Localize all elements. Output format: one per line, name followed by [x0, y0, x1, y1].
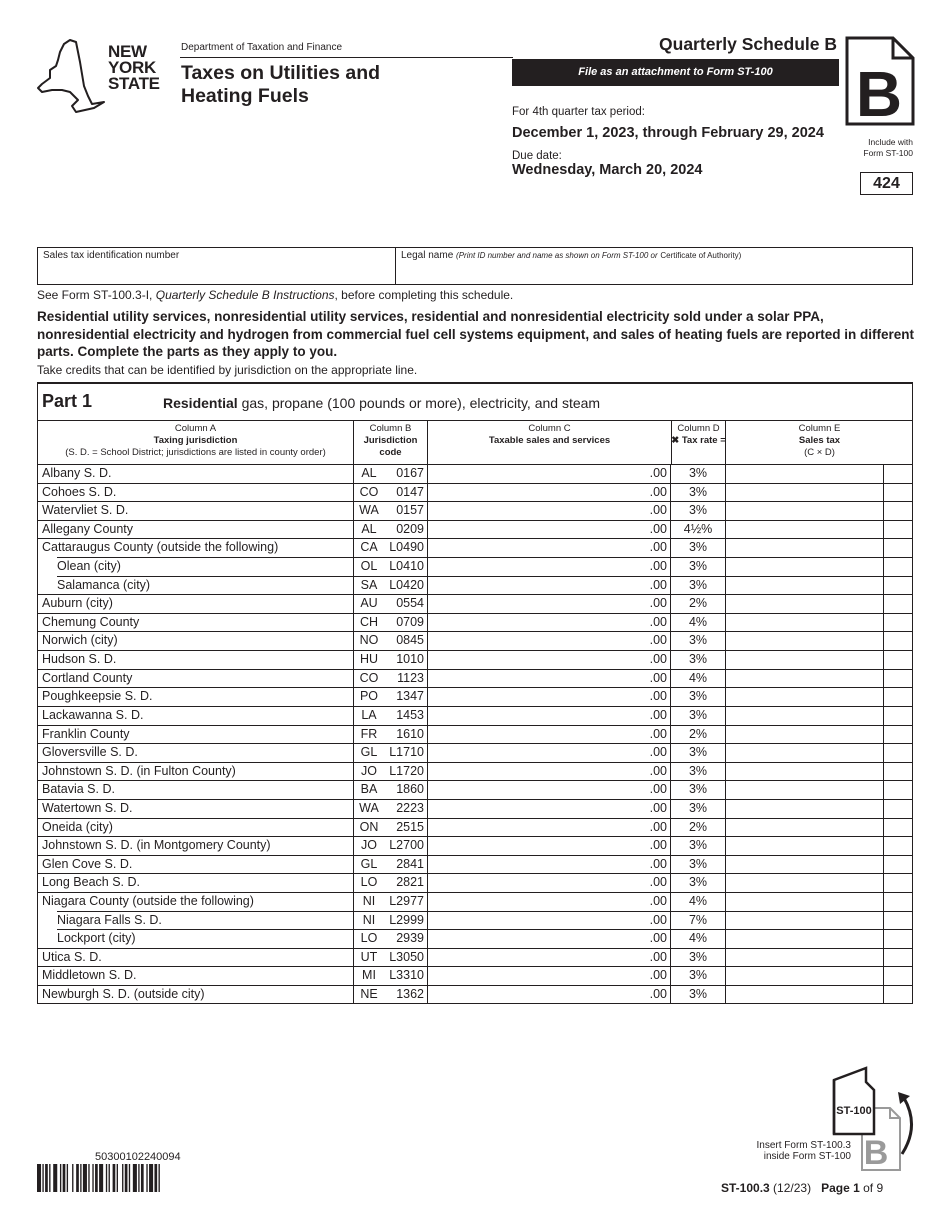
sales-tax-cents-input[interactable] [884, 687, 912, 706]
tax-rate: 3% [671, 557, 726, 576]
table-row [38, 613, 912, 632]
jurisdiction-code: CA L0490 [354, 538, 428, 557]
sales-tax-dollars-input[interactable] [726, 743, 884, 762]
due-date-value: Wednesday, March 20, 2024 [512, 162, 703, 178]
sales-tax-dollars-input[interactable] [726, 631, 884, 650]
table-row [38, 520, 912, 539]
sales-tax-cents-input[interactable] [884, 594, 912, 613]
table-row [38, 780, 912, 799]
sales-tax-cents-input[interactable] [884, 762, 912, 781]
taxable-sales-input[interactable]: .00 [428, 706, 671, 725]
sales-tax-dollars-input[interactable] [726, 762, 884, 781]
table-row [38, 594, 912, 613]
taxable-sales-input[interactable]: .00 [428, 892, 671, 911]
sales-tax-cents-input[interactable] [884, 557, 912, 576]
jurisdiction-code: BA 1860 [354, 780, 428, 799]
barcode [37, 1164, 249, 1192]
schedule-title: Quarterly Schedule B [659, 34, 837, 54]
taxable-sales-input[interactable]: .00 [428, 650, 671, 669]
jurisdiction-code: NI L2977 [354, 892, 428, 911]
jurisdiction-code: NE 1362 [354, 985, 428, 1003]
table-row [38, 576, 912, 595]
jurisdiction-code: AU 0554 [354, 594, 428, 613]
sales-tax-cents-input[interactable] [884, 929, 912, 948]
table-row [38, 464, 912, 483]
column-e-header: Column E Sales tax (C × D) [798, 423, 841, 458]
sales-tax-cents-input[interactable] [884, 464, 912, 483]
sales-tax-cents-input[interactable] [884, 576, 912, 595]
jurisdiction-name: Cattaraugus County (outside the following) [38, 538, 354, 557]
table-row [38, 669, 912, 688]
column-b-header: Column B Jurisdiction code [354, 421, 428, 465]
tax-rate: 3% [671, 687, 726, 706]
jurisdiction-name: Glen Cove S. D. [38, 855, 354, 874]
table-row [38, 929, 912, 948]
taxpayer-id-box [37, 247, 913, 285]
jurisdiction-name: Lackawanna S. D. [38, 706, 354, 725]
taxable-sales-input[interactable]: .00 [428, 594, 671, 613]
tax-rate: 4½% [671, 520, 726, 539]
sales-tax-dollars-input[interactable] [726, 799, 884, 818]
table-row [38, 948, 912, 967]
jurisdiction-name: Long Beach S. D. [38, 873, 354, 892]
form-id-footer: ST-100.3 (12/23) Page 1 of 9 [721, 1181, 884, 1195]
tax-rate: 3% [671, 780, 726, 799]
nys-logo [36, 36, 166, 114]
jurisdiction-rows [38, 464, 912, 1004]
legal-name-field[interactable]: Legal name (Print ID number and name as shown on Form ST-100 or Certificate of Authority) [401, 250, 742, 261]
tax-rate: 3% [671, 650, 726, 669]
sales-tax-cents-input[interactable] [884, 780, 912, 799]
sales-tax-dollars-input[interactable] [726, 576, 884, 595]
jurisdiction-name: Gloversville S. D. [38, 743, 354, 762]
jurisdiction-name: Auburn (city) [38, 594, 354, 613]
sales-tax-cents-input[interactable] [884, 743, 912, 762]
taxable-sales-input[interactable]: .00 [428, 687, 671, 706]
table-row [38, 836, 912, 855]
sales-tax-dollars-input[interactable] [726, 464, 884, 483]
sales-tax-dollars-input[interactable] [726, 929, 884, 948]
table-row [38, 501, 912, 520]
jurisdiction-name: Hudson S. D. [38, 650, 354, 669]
sales-tax-cents-input[interactable] [884, 985, 912, 1003]
tax-rate: 3% [671, 836, 726, 855]
tax-rate: 3% [671, 631, 726, 650]
jurisdiction-code: FR 1610 [354, 725, 428, 744]
table-row [38, 650, 912, 669]
tax-rate: 4% [671, 613, 726, 632]
jurisdiction-code: HU 1010 [354, 650, 428, 669]
taxable-sales-input[interactable]: .00 [428, 576, 671, 595]
file-attachment-banner: File as an attachment to Form ST-100 [512, 59, 839, 86]
jurisdiction-code: WA 0157 [354, 501, 428, 520]
jurisdiction-code: GL 2841 [354, 855, 428, 874]
jurisdiction-code: LO 2939 [354, 929, 428, 948]
sales-tax-dollars-input[interactable] [726, 483, 884, 502]
jurisdiction-code: NI L2999 [354, 911, 428, 930]
taxable-sales-input[interactable]: .00 [428, 631, 671, 650]
taxable-sales-input[interactable]: .00 [428, 520, 671, 539]
tax-rate: 7% [671, 911, 726, 930]
sales-tax-dollars-input[interactable] [726, 966, 884, 985]
tax-rate: 3% [671, 855, 726, 874]
table-row [38, 799, 912, 818]
taxable-sales-input[interactable]: .00 [428, 557, 671, 576]
tax-rate: 3% [671, 538, 726, 557]
sales-tax-dollars-input[interactable] [726, 873, 884, 892]
jurisdiction-name: Middletown S. D. [38, 966, 354, 985]
jurisdiction-name: Watertown S. D. [38, 799, 354, 818]
jurisdiction-code: JO L2700 [354, 836, 428, 855]
sales-tax-cents-input[interactable] [884, 892, 912, 911]
table-row [38, 762, 912, 781]
jurisdiction-name: Cohoes S. D. [38, 483, 354, 502]
insert-note: Insert Form ST-100.3 inside Form ST-100 [756, 1140, 851, 1162]
sales-tax-cents-input[interactable] [884, 948, 912, 967]
jurisdiction-code: LA 1453 [354, 706, 428, 725]
table-row [38, 725, 912, 744]
sales-tax-dollars-input[interactable] [726, 538, 884, 557]
table-row [38, 557, 912, 576]
table-row [38, 892, 912, 911]
header-rule [180, 57, 513, 58]
sales-tax-dollars-input[interactable] [726, 706, 884, 725]
sales-tax-cents-input[interactable] [884, 855, 912, 874]
multiply-icon: ✖ [671, 435, 680, 446]
tax-rate: 4% [671, 669, 726, 688]
period-label: For 4th quarter tax period: [512, 106, 645, 118]
taxable-sales-input[interactable]: .00 [428, 985, 671, 1003]
taxable-sales-input[interactable]: .00 [428, 538, 671, 557]
part-1-table [37, 382, 913, 1004]
reporting-notice: Residential utility services, nonresidential utility services, residential and nonresidential electricity sold under a solar PPA, nonresidential electricity and hydrogen from commercial fuel cell systems equipment, and sales of heating fuels are reported in different parts. Complete the parts as they apply to you. [37, 309, 914, 359]
sales-tax-dollars-input[interactable] [726, 501, 884, 520]
taxable-sales-input[interactable]: .00 [428, 483, 671, 502]
svg-text:ST-100: ST-100 [836, 1105, 872, 1117]
svg-text:B: B [855, 58, 903, 126]
jurisdiction-name: Johnstown S. D. (in Fulton County) [38, 762, 354, 781]
sales-tax-cents-input[interactable] [884, 669, 912, 688]
taxable-sales-input[interactable]: .00 [428, 613, 671, 632]
jurisdiction-code: LO 2821 [354, 873, 428, 892]
sales-tax-cents-input[interactable] [884, 520, 912, 539]
jurisdiction-name: Olean (city) [38, 557, 354, 576]
jurisdiction-code: CO 1123 [354, 669, 428, 688]
table-row [38, 538, 912, 557]
sales-tax-dollars-input[interactable] [726, 985, 884, 1003]
tax-rate: 4% [671, 929, 726, 948]
sales-tax-cents-input[interactable] [884, 501, 912, 520]
tax-rate: 3% [671, 483, 726, 502]
table-row [38, 873, 912, 892]
jurisdiction-name: Oneida (city) [38, 818, 354, 837]
tax-rate: 3% [671, 762, 726, 781]
form-code-box: 424 [860, 172, 913, 195]
sales-tax-cents-input[interactable] [884, 873, 912, 892]
sales-tax-dollars-input[interactable] [726, 650, 884, 669]
sales-tax-cents-input[interactable] [884, 836, 912, 855]
jurisdiction-code: GL L1710 [354, 743, 428, 762]
sales-tax-id-field[interactable]: Sales tax identification number [38, 248, 396, 284]
include-with-note: Include with Form ST-100 [863, 137, 913, 158]
jurisdiction-name: Salamanca (city) [38, 576, 354, 595]
sales-tax-dollars-input[interactable] [726, 948, 884, 967]
jurisdiction-name: Utica S. D. [38, 948, 354, 967]
table-row [38, 911, 912, 930]
table-row [38, 855, 912, 874]
sales-tax-dollars-input[interactable] [726, 520, 884, 539]
see-instructions-note: See Form ST-100.3-I, Quarterly Schedule B Instructions, before completing this schedule. [37, 288, 514, 302]
svg-text:B: B [863, 1134, 889, 1172]
sales-tax-dollars-input[interactable] [726, 892, 884, 911]
taxable-sales-input[interactable]: .00 [428, 501, 671, 520]
jurisdiction-name: Chemung County [38, 613, 354, 632]
jurisdiction-code: CO 0147 [354, 483, 428, 502]
jurisdiction-name: Allegany County [38, 520, 354, 539]
table-row [38, 631, 912, 650]
taxable-sales-input[interactable]: .00 [428, 873, 671, 892]
tax-rate: 3% [671, 985, 726, 1003]
tax-rate: 3% [671, 799, 726, 818]
nys-map-icon [36, 38, 108, 114]
sales-tax-cents-input[interactable] [884, 725, 912, 744]
jurisdiction-code: JO L1720 [354, 762, 428, 781]
taxable-sales-input[interactable]: .00 [428, 780, 671, 799]
jurisdiction-name: Niagara County (outside the following) [38, 892, 354, 911]
table-row [38, 706, 912, 725]
tax-rate: 3% [671, 576, 726, 595]
sales-tax-cents-input[interactable] [884, 966, 912, 985]
part-1-header [38, 384, 912, 421]
jurisdiction-name: Johnstown S. D. (in Montgomery County) [38, 836, 354, 855]
taxable-sales-input[interactable]: .00 [428, 464, 671, 483]
jurisdiction-code: ON 2515 [354, 818, 428, 837]
jurisdiction-name: Niagara Falls S. D. [38, 911, 354, 930]
taxable-sales-input[interactable]: .00 [428, 966, 671, 985]
jurisdiction-code: UT L3050 [354, 948, 428, 967]
taxable-sales-input[interactable]: .00 [428, 929, 671, 948]
jurisdiction-code: AL 0167 [354, 464, 428, 483]
taxable-sales-input[interactable]: .00 [428, 743, 671, 762]
credits-note: Take credits that can be identified by jurisdiction on the appropriate line. [37, 363, 418, 377]
jurisdiction-code: MI L3310 [354, 966, 428, 985]
taxable-sales-input[interactable]: .00 [428, 948, 671, 967]
table-row [38, 966, 912, 985]
table-row [38, 687, 912, 706]
form-title: Taxes on Utilities and Heating Fuels [181, 62, 381, 107]
due-date-label: Due date: [512, 150, 562, 162]
jurisdiction-code: OL L0410 [354, 557, 428, 576]
jurisdiction-code: WA 2223 [354, 799, 428, 818]
column-d-header: Column D ✖ Tax rate = [671, 421, 726, 465]
jurisdiction-name: Lockport (city) [38, 929, 354, 948]
barcode-number: 50300102240094 [95, 1151, 181, 1163]
tax-rate: 3% [671, 501, 726, 520]
sales-tax-dollars-input[interactable] [726, 669, 884, 688]
jurisdiction-code: AL 0209 [354, 520, 428, 539]
tax-rate: 3% [671, 464, 726, 483]
tax-rate: 3% [671, 948, 726, 967]
taxable-sales-input[interactable]: .00 [428, 818, 671, 837]
taxable-sales-input[interactable]: .00 [428, 799, 671, 818]
sales-tax-dollars-input[interactable] [726, 725, 884, 744]
jurisdiction-name: Poughkeepsie S. D. [38, 687, 354, 706]
jurisdiction-name: Norwich (city) [38, 631, 354, 650]
jurisdiction-code: SA L0420 [354, 576, 428, 595]
sales-tax-cents-input[interactable] [884, 483, 912, 502]
jurisdiction-name: Watervliet S. D. [38, 501, 354, 520]
taxable-sales-input[interactable]: .00 [428, 669, 671, 688]
column-c-header: Column C Taxable sales and services [488, 423, 611, 446]
table-row [38, 985, 912, 1004]
sales-tax-cents-input[interactable] [884, 631, 912, 650]
sales-tax-dollars-input[interactable] [726, 613, 884, 632]
taxable-sales-input[interactable]: .00 [428, 911, 671, 930]
sales-tax-cents-input[interactable] [884, 706, 912, 725]
jurisdiction-name: Newburgh S. D. (outside city) [38, 985, 354, 1003]
tax-rate: 2% [671, 818, 726, 837]
period-value: December 1, 2023, through February 29, 2024 [512, 125, 824, 141]
equals-icon: = [720, 435, 726, 446]
jurisdiction-name: Franklin County [38, 725, 354, 744]
sales-tax-cents-input[interactable] [884, 911, 912, 930]
sales-tax-cents-input[interactable] [884, 538, 912, 557]
sales-tax-cents-input[interactable] [884, 650, 912, 669]
sales-tax-dollars-input[interactable] [726, 911, 884, 930]
jurisdiction-name: Cortland County [38, 669, 354, 688]
taxable-sales-input[interactable]: .00 [428, 725, 671, 744]
sales-tax-dollars-input[interactable] [726, 557, 884, 576]
tax-rate: 2% [671, 594, 726, 613]
table-row [38, 818, 912, 837]
part-description: Residential gas, propane (100 pounds or more), electricity, and steam [163, 395, 601, 411]
taxable-sales-input[interactable]: .00 [428, 762, 671, 781]
schedule-b-document-icon [845, 36, 915, 126]
sales-tax-dollars-input[interactable] [726, 594, 884, 613]
table-row [38, 743, 912, 762]
jurisdiction-code: CH 0709 [354, 613, 428, 632]
taxable-sales-input[interactable]: .00 [428, 855, 671, 874]
tax-rate: 3% [671, 966, 726, 985]
column-a-header: Column A Taxing jurisdiction (S. D. = School District; jurisdictions are listed in county order) [38, 421, 354, 465]
sales-tax-dollars-input[interactable] [726, 687, 884, 706]
department-name: Department of Taxation and Finance [181, 42, 343, 53]
tax-rate: 3% [671, 706, 726, 725]
tax-rate: 2% [671, 725, 726, 744]
taxable-sales-input[interactable]: .00 [428, 836, 671, 855]
part-label: Part 1 [42, 391, 93, 411]
nys-wordmark: NEW YORK STATE [108, 42, 160, 93]
sales-tax-dollars-input[interactable] [726, 780, 884, 799]
sales-tax-dollars-input[interactable] [726, 818, 884, 837]
jurisdiction-code: PO 1347 [354, 687, 428, 706]
sales-tax-cents-input[interactable] [884, 613, 912, 632]
sales-tax-cents-input[interactable] [884, 818, 912, 837]
jurisdiction-name: Batavia S. D. [38, 780, 354, 799]
sales-tax-cents-input[interactable] [884, 799, 912, 818]
tax-rate: 3% [671, 743, 726, 762]
sales-tax-dollars-input[interactable] [726, 855, 884, 874]
jurisdiction-name: Albany S. D. [38, 464, 354, 483]
tax-rate: 3% [671, 873, 726, 892]
sales-tax-dollars-input[interactable] [726, 836, 884, 855]
tax-rate: 4% [671, 892, 726, 911]
table-row [38, 483, 912, 502]
jurisdiction-code: NO 0845 [354, 631, 428, 650]
